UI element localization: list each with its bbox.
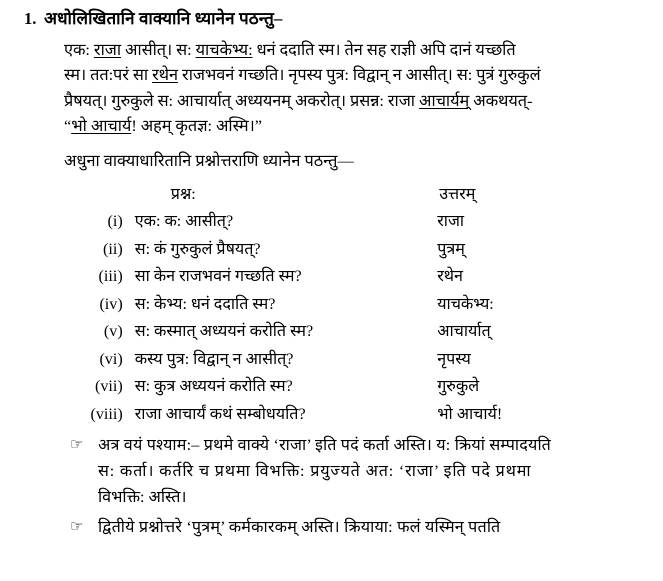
passage-text-run: एक: bbox=[64, 39, 94, 59]
qa-row-marker: (vi) bbox=[99, 350, 123, 368]
underlined-word: आचार्यम् bbox=[418, 90, 470, 110]
qa-row-question: स: कस्मात् अध्ययनं करोति स्म? bbox=[134, 323, 314, 341]
table-row bbox=[64, 263, 624, 291]
passage-text-run: स्म। तत:परं सा bbox=[64, 65, 153, 85]
qa-header-question: प्रश्न: bbox=[170, 185, 196, 203]
qa-row-marker: (ii) bbox=[103, 240, 123, 258]
qa-row-answer: रथेन bbox=[437, 268, 463, 286]
table-row bbox=[64, 236, 624, 264]
pointing-hand-icon: ☞ bbox=[70, 519, 84, 536]
qa-row-answer: याचकेभ्य: bbox=[437, 295, 494, 313]
passage-text-run: ! अहम् कृतज्ञ: अस्मि।” bbox=[131, 116, 262, 136]
qa-row-question: कस्य पुत्र: विद्वान् न आसीत्? bbox=[134, 350, 294, 368]
qa-row-answer: भो आचार्य! bbox=[437, 405, 503, 423]
table-row bbox=[64, 208, 624, 236]
table-row bbox=[64, 318, 624, 346]
note-body bbox=[98, 433, 647, 510]
qa-row-marker: (vii) bbox=[94, 378, 123, 396]
qa-row-question: स: केभ्य: धनं ददाति स्म? bbox=[134, 295, 276, 313]
exercise-heading-text: अधोलिखितानि वाक्यानि ध्यानेन पठन्तु– bbox=[44, 9, 283, 28]
note-block bbox=[64, 515, 647, 541]
note-block bbox=[64, 433, 647, 510]
underlined-word: रथेन bbox=[152, 65, 179, 85]
qa-row-marker: (v) bbox=[103, 323, 123, 341]
qa-row-question: सा केन राजभवनं गच्छति स्म? bbox=[134, 268, 302, 286]
qa-row-marker: (viii) bbox=[90, 405, 123, 423]
passage-block bbox=[64, 37, 645, 173]
passage-text-run: आसीत्। स: bbox=[120, 39, 196, 59]
qa-header-answer: उत्तरम् bbox=[439, 185, 476, 203]
pointing-hand-icon: ☞ bbox=[70, 437, 84, 454]
qa-header-row bbox=[64, 181, 624, 209]
qa-row-marker: (iii) bbox=[98, 268, 123, 286]
underlined-word: याचकेभ्य: bbox=[195, 39, 253, 59]
qa-row-question: एक: क: आसीत्? bbox=[134, 213, 234, 231]
instruction-text: अधुना वाक्याधारितानि प्रश्नोत्तराणि ध्यानेन पठन्तु— bbox=[64, 150, 354, 170]
table-row bbox=[64, 346, 624, 374]
qa-row-marker: (i) bbox=[107, 213, 123, 231]
passage-text-run: प्रैषयत्। गुरुकुले स: आचार्यात् अध्ययनम् अकरोत्। प्रसन्न: राजा bbox=[64, 90, 419, 110]
qa-row-marker: (iv) bbox=[99, 295, 123, 313]
underlined-word: राजा bbox=[93, 39, 121, 59]
passage-line bbox=[64, 62, 645, 87]
exercise-number: 1. bbox=[24, 9, 37, 28]
qa-row-answer: नृपस्य bbox=[437, 350, 471, 368]
table-row bbox=[64, 373, 624, 401]
note-line: स: कर्ता। कर्तरि च प्रथमा विभक्ति: प्रयुज्यते अत: ‘राजा’ इति पदे प्रथमा bbox=[98, 463, 532, 481]
passage-text-run: अकथयत्- bbox=[469, 90, 533, 110]
qa-row-question: राजा आचार्यं कथं सम्बोधयति? bbox=[134, 405, 306, 423]
note-line: विभक्ति: अस्ति। bbox=[98, 488, 187, 506]
passage-line bbox=[64, 88, 645, 113]
note-body bbox=[98, 515, 647, 541]
underlined-word: भो आचार्य bbox=[71, 116, 132, 136]
qa-row-question: स: कुत्र अध्ययनं करोति स्म? bbox=[134, 378, 293, 396]
qa-row-answer: गुरुकुले bbox=[437, 378, 480, 396]
qa-row-answer: पुत्रम् bbox=[437, 240, 465, 258]
passage-text-run: राजभवनं गच्छति। नृपस्य पुत्र: विद्वान् न आसीत्। स: पुत्रं गुरुकुलं bbox=[178, 65, 541, 85]
table-row bbox=[64, 291, 624, 319]
qa-header-marker-cell bbox=[64, 181, 135, 209]
qa-row-question: स: कं गुरुकुलं प्रैषयत्? bbox=[134, 240, 261, 258]
passage-text-run: धनं ददाति स्म। तेन सह राज्ञी अपि दानं यच्छति bbox=[252, 39, 516, 59]
passage-text-run: “ bbox=[64, 116, 72, 136]
exercise-heading-row bbox=[6, 8, 657, 31]
note-line: द्वितीये प्रश्नोत्तरे ‘पुत्रम्’ कर्मकारकम् अस्ति। क्रियाया: फलं यस्मिन् पतति bbox=[98, 519, 501, 537]
passage-line bbox=[64, 37, 645, 62]
note-line: अत्र वयं पश्याम:– प्रथमे वाक्ये ‘राजा’ इति पदं कर्ता अस्ति। य: क्रियां सम्पादयति bbox=[98, 437, 552, 455]
qa-row-answer: आचार्यात् bbox=[437, 323, 491, 341]
qa-table-body bbox=[64, 181, 624, 429]
qa-row-answer: राजा bbox=[437, 213, 465, 231]
question-answer-table bbox=[64, 181, 624, 429]
table-row bbox=[64, 401, 624, 429]
passage-line bbox=[64, 113, 645, 138]
